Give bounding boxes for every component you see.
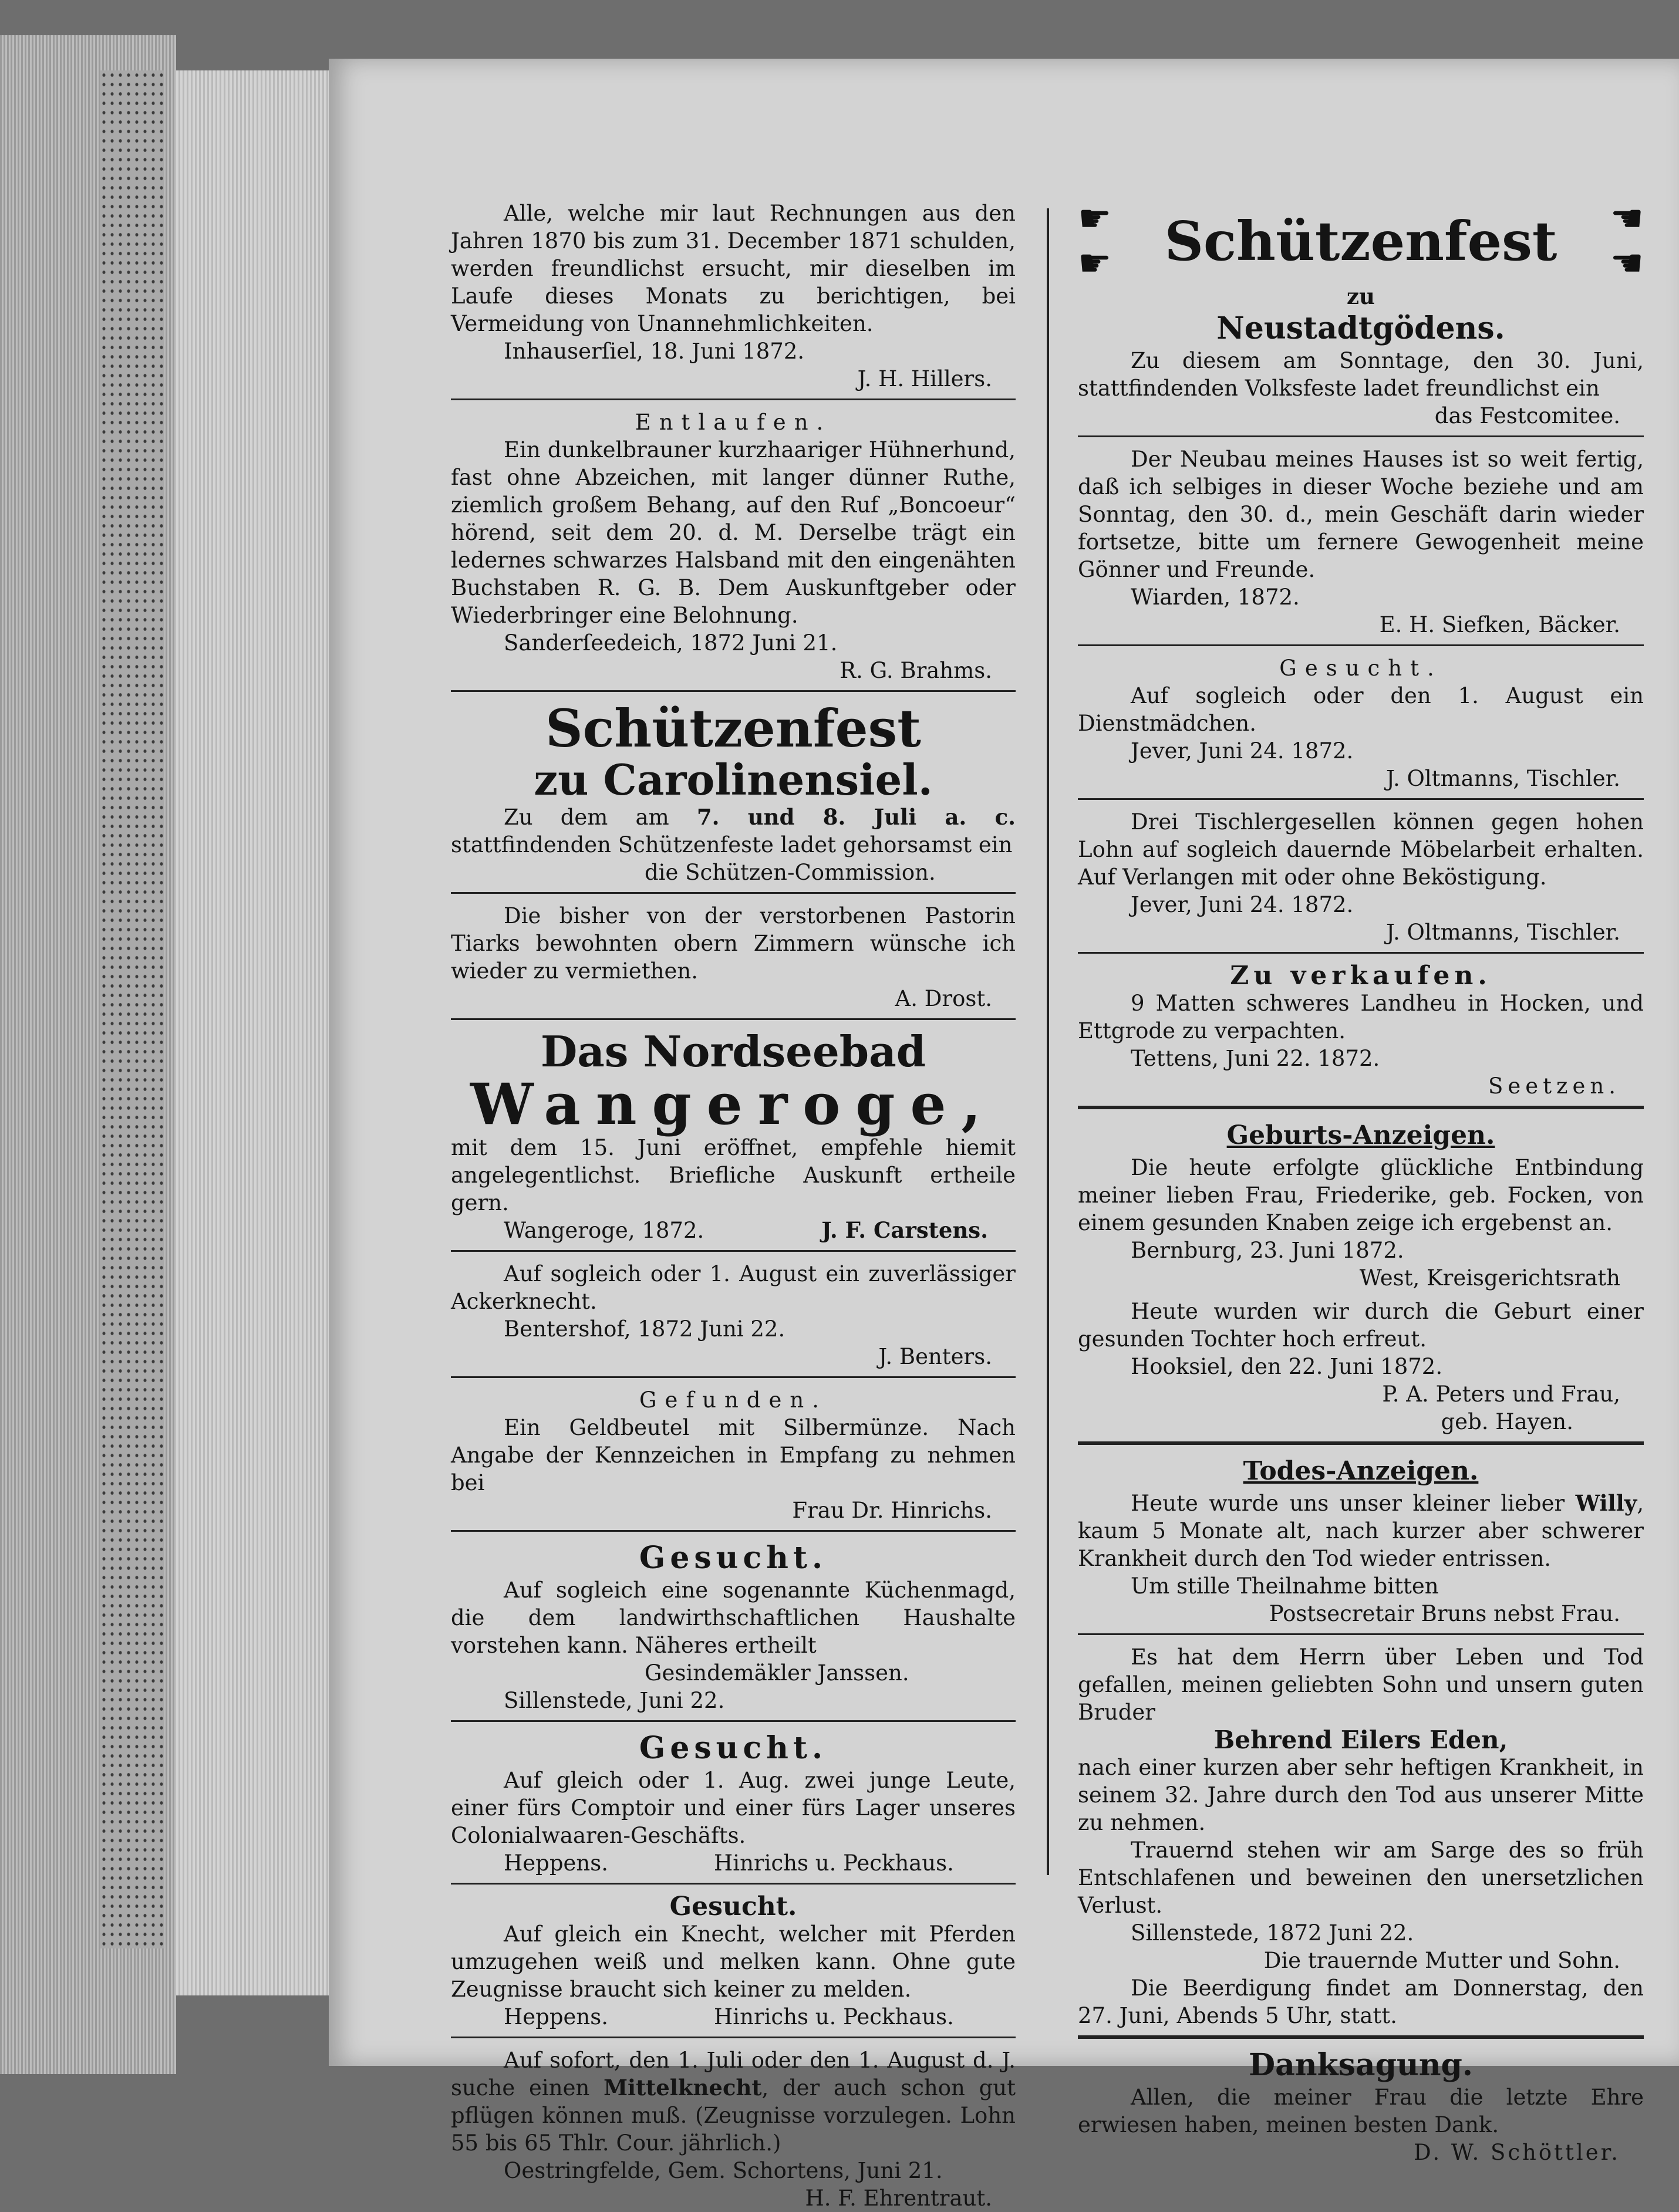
ad-signature: das Festcomitee. bbox=[1434, 403, 1620, 428]
divider bbox=[1078, 798, 1644, 800]
ad-text-part: stattfindenden Schützenfeste ladet gehorsamst ein bbox=[451, 832, 1013, 857]
ad-signature: Hinrichs u. Peckhaus. bbox=[714, 1850, 954, 1876]
ad-text: Die bisher von der verstorbenen Pastorin Tiarks bewohnten obern Zimmern wünsche ich wieder zu vermiethen. bbox=[451, 903, 1016, 984]
divider bbox=[451, 892, 1016, 894]
ad-date-bold: 7. und 8. Juli a. c. bbox=[696, 804, 1016, 830]
ad-place: Sanderſeedeich, 1872 Juni 21. bbox=[504, 630, 838, 656]
divider bbox=[451, 1720, 1016, 1722]
ad-signature: Frau Dr. Hinrichs. bbox=[792, 1498, 992, 1523]
ad-deceased-name: Behrend Eilers Eden, bbox=[1213, 1725, 1508, 1754]
ad-place: Sillenstede, Juni 22. bbox=[504, 1688, 725, 1713]
ad-place: Heppens. bbox=[504, 1850, 609, 1876]
right-column bbox=[1078, 197, 1644, 2166]
ad-place: Tettens, Juni 22. 1872. bbox=[1131, 1046, 1380, 1071]
left-column bbox=[451, 200, 1016, 2212]
divider bbox=[1078, 2035, 1644, 2039]
ad-text: Auf sogleich eine sogenannte Küchenmagd, die dem landwirthschaftlichen Haushalte vorstehen kann. Näheres ertheilt bbox=[451, 1578, 1016, 1658]
ad-siefken bbox=[1078, 445, 1644, 639]
page-stack-edges bbox=[176, 70, 335, 1995]
ad-text: Auf gleich ein Knecht, welcher mit Pferden umzugehen weiß und melken kann. Ohne gute Zeugnisse braucht sich keiner zu melden. bbox=[451, 1921, 1016, 2002]
ad-zu: zu bbox=[1347, 283, 1375, 309]
ad-nordseebad bbox=[451, 1028, 1016, 1244]
ad-text: Auf sogleich oder den 1. August ein Dienstmädchen. bbox=[1078, 683, 1644, 736]
ad-danksagung bbox=[1078, 2047, 1644, 2166]
ad-signature: Die trauernde Mutter und Sohn. bbox=[1263, 1948, 1620, 1973]
divider bbox=[451, 690, 1016, 692]
ad-zu-verkaufen bbox=[1078, 962, 1644, 1100]
ad-heading: Geburts-Anzeigen. bbox=[1226, 1120, 1495, 1150]
ad-place-title: Neustadtgödens. bbox=[1216, 310, 1505, 346]
ad-text: Trauernd stehen wir am Sarge des so früh Entschlafenen und beweinen den unersetzlichen Verlust. bbox=[1078, 1838, 1644, 1918]
ad-heading: Todes-Anzeigen. bbox=[1243, 1456, 1479, 1486]
ad-place: Jever, Juni 24. 1872. bbox=[1131, 738, 1354, 764]
ad-title: Schützenfest bbox=[545, 698, 921, 759]
ad-place: Wiarden, 1872. bbox=[1131, 585, 1300, 610]
ad-signature: Gesindemäkler Janssen. bbox=[645, 1660, 909, 1686]
divider bbox=[451, 1376, 1016, 1378]
ad-gesucht-leute bbox=[451, 1730, 1016, 1877]
ad-place: Hooksiel, den 22. Juni 1872. bbox=[1131, 1354, 1443, 1379]
divider bbox=[1078, 1106, 1644, 1109]
ad-signature: P. A. Peters und Frau, bbox=[1382, 1382, 1620, 1407]
ad-text: Es hat dem Herrn über Leben und Tod gefallen, meinen geliebten Sohn und unsern guten Bruder bbox=[1078, 1644, 1644, 1725]
ad-gefunden bbox=[451, 1386, 1016, 1524]
divider bbox=[1078, 952, 1644, 954]
ad-heading: Danksagung. bbox=[1248, 2047, 1474, 2083]
left-hands bbox=[1078, 197, 1112, 285]
divider bbox=[1078, 435, 1644, 437]
ad-gesucht-dienstmaedchen bbox=[1078, 654, 1644, 792]
ad-signature: J. H. Hillers. bbox=[857, 366, 992, 391]
ad-text-part: Heute wurde uns unser kleiner lieber bbox=[1131, 1491, 1576, 1516]
ad-place: Sillenstede, 1872 Juni 22. bbox=[1131, 1920, 1414, 1946]
ad-place: Bentershof, 1872 Juni 22. bbox=[504, 1316, 785, 1342]
divider bbox=[1078, 644, 1644, 646]
column-divider bbox=[1047, 208, 1049, 1875]
divider bbox=[451, 1883, 1016, 1885]
ad-heading: Gesucht. bbox=[639, 1730, 828, 1766]
ad-text bbox=[451, 2046, 1016, 2157]
ad-text: Auf sogleich oder 1. August ein zuverlässiger Ackerknecht. bbox=[451, 1261, 1016, 1314]
ad-signature: D. W. Schöttler. bbox=[1414, 2140, 1620, 2165]
ad-heading: Gefunden. bbox=[639, 1387, 827, 1413]
ad-place-and-sig bbox=[451, 1849, 1016, 1877]
ad-tischlergesellen bbox=[1078, 808, 1644, 946]
ad-text: 9 Matten schweres Landheu in Hocken, und Ettgrode zu verpachten. bbox=[1078, 991, 1644, 1043]
ad-text: Drei Tischlergesellen können gegen hohen Lohn auf sogleich dauernde Möbelarbeit erhalten. Auf Verlangen mit oder ohne Beköstigung. bbox=[1078, 809, 1644, 890]
ad-signature: J. Oltmanns, Tischler. bbox=[1386, 766, 1620, 791]
divider bbox=[451, 1530, 1016, 1532]
ad-drost bbox=[451, 902, 1016, 1012]
ad-text: Der Neubau meines Hauses ist so weit fertig, daß ich selbiges in dieser Woche beziehe und am Sonntag, den 30. d., mein Geschäft darin wieder fortsetze, bitte um fernere Gewogenheit meine Gönner und Freunde. bbox=[1078, 447, 1644, 582]
divider bbox=[1078, 1441, 1644, 1445]
ad-gesucht-knecht bbox=[451, 1893, 1016, 2031]
ad-heading: Entlaufen. bbox=[635, 410, 832, 435]
ad-text-part: Auf sofort, den 1. Juli oder den 1. August d. J. suche einen bbox=[451, 2048, 1016, 2100]
ad-place-and-sig bbox=[451, 1217, 1016, 1244]
ad-text-part: , kaum 5 Monate alt, nach kurzer aber schwerer Krankheit durch den Tod wieder entrissen. bbox=[1078, 1491, 1644, 1571]
ad-title: Das Nordseebad bbox=[540, 1026, 926, 1076]
ad-heading: Zu verkaufen. bbox=[1230, 961, 1492, 991]
ad-text-part: , der auch schon gut pflügen können muß. (Zeugnisse vorzulegen. Lohn 55 bis 65 Thlr. Cour. jährlich.) bbox=[451, 2075, 1016, 2156]
ad-signature: J. F. Carstens. bbox=[821, 1217, 988, 1243]
ad-title: Schützenfest bbox=[1164, 210, 1557, 273]
book-cover-speckle bbox=[100, 70, 164, 1948]
ad-signature: die Schützen-Commission. bbox=[645, 860, 936, 885]
divider bbox=[451, 2037, 1016, 2038]
divider bbox=[451, 399, 1016, 400]
ad-signature: J. Oltmanns, Tischler. bbox=[1386, 920, 1620, 945]
ad-signature: geb. Hayen. bbox=[1441, 1409, 1573, 1434]
divider bbox=[1078, 1633, 1644, 1635]
ad-todes-anzeigen bbox=[1078, 1453, 1644, 2029]
ad-place: Heppens. bbox=[504, 2004, 609, 2029]
ad-hillers bbox=[451, 200, 1016, 393]
ad-name-bold: Willy bbox=[1575, 1490, 1637, 1516]
ad-text: Die Beerdigung findet am Donnerstag, den 27. Juni, Abends 5 Uhr, statt. bbox=[1078, 1975, 1644, 2028]
ad-title-row bbox=[1078, 197, 1644, 285]
ad-text: nach einer kurzen aber sehr heftigen Krankheit, in seinem 32. Jahre durch den Tod aus unserer Mitte zu nehmen. bbox=[1078, 1755, 1644, 1835]
ad-schuetzenfest-carolinensiel bbox=[451, 700, 1016, 886]
ad-text: Zu diesem am Sonntage, den 30. Juni, stattfindenden Volksfeste ladet freundlichst ein bbox=[1078, 348, 1644, 401]
ad-text bbox=[451, 803, 1016, 859]
ad-gesucht-kuechenmagd bbox=[451, 1540, 1016, 1714]
ad-mittelknecht bbox=[451, 2046, 1016, 2212]
pointing-hand-right-icon: ☛ bbox=[1078, 197, 1112, 241]
ad-text: Auf gleich oder 1. Aug. zwei junge Leute, einer fürs Comptoir und einer fürs Lager unseres Colonialwaaren-Geschäfts. bbox=[451, 1768, 1016, 1848]
ad-signature: Hinrichs u. Peckhaus. bbox=[714, 2004, 954, 2029]
pointing-hand-right-icon: ☛ bbox=[1078, 242, 1112, 285]
divider bbox=[451, 1250, 1016, 1252]
ad-place-and-sig bbox=[451, 2003, 1016, 2031]
divider bbox=[451, 1018, 1016, 1020]
ad-keyword-bold: Mittelknecht bbox=[604, 2075, 762, 2100]
ad-place: Oestringfelde, Gem. Schortens, Juni 21. bbox=[504, 2158, 943, 2183]
ad-text: Alle, welche mir laut Rechnungen aus den Jahren 1870 bis zum 31. December 1871 schulden, werden freundlichst ersucht, mir dieselben im Laufe dieses Monats zu berichtigen, bei Vermeidung von Unannehmlichkeiten. bbox=[451, 201, 1016, 336]
ad-place: Wangeroge, 1872. bbox=[504, 1218, 704, 1243]
ad-text: Die heute erfolgte glückliche Entbindung meiner lieben Frau, Friederike, geb. Focken, von einem gesunden Knaben zeige ich ergebenst an. bbox=[1078, 1155, 1644, 1235]
ad-signature: West, Kreisgerichtsrath bbox=[1359, 1265, 1620, 1291]
pointing-hand-left-icon: ☚ bbox=[1610, 242, 1644, 285]
pointing-hand-left-icon: ☚ bbox=[1610, 197, 1644, 241]
ad-place: Inhauserſiel, 18. Juni 1872. bbox=[504, 339, 805, 364]
ad-signature: J. Benters. bbox=[878, 1344, 992, 1369]
ad-schuetzenfest-neustadtgoedens bbox=[1078, 197, 1644, 430]
ad-text: Heute wurden wir durch die Geburt einer gesunden Tochter hoch erfreut. bbox=[1078, 1299, 1644, 1352]
ad-signature: Seetzen. bbox=[1488, 1073, 1620, 1099]
ad-text-part: Zu dem am bbox=[504, 805, 697, 830]
ad-heading: Gesucht. bbox=[1279, 656, 1442, 681]
ad-text bbox=[1078, 1490, 1644, 1572]
ad-signature: E. H. Siefken, Bäcker. bbox=[1379, 612, 1620, 637]
ad-signature: R. G. Brahms. bbox=[840, 658, 992, 683]
ad-text: mit dem 15. Juni eröffnet, empfehle hiemit angelegentlichst. Briefliche Auskunft ertheile gern. bbox=[451, 1135, 1016, 1215]
ad-heading: Gesucht. bbox=[639, 1540, 828, 1576]
ad-signature: H. F. Ehrentraut. bbox=[805, 2186, 992, 2211]
ad-text: Ein Geldbeutel mit Silbermünze. Nach Angabe der Kennzeichen in Empfang zu nehmen bei bbox=[451, 1415, 1016, 1495]
ad-title-wangeroge: Wangeroge, bbox=[470, 1071, 996, 1137]
ad-signature: Postsecretair Bruns nebst Frau. bbox=[1269, 1601, 1620, 1626]
ad-signature: A. Drost. bbox=[895, 986, 992, 1011]
ad-text: Ein dunkelbrauner kurzhaariger Hühnerhund, fast ohne Abzeichen, mit langer dünner Ruthe, ziemlich großem Behang, auf den Ruf „Boncoeur“ hörend, seit dem 20. d. M. Derselbe trägt ein ledernes schwarzes Halsband mit den eingenähten Buchstaben R. G. B. Dem Auskunftgeber oder Wiederbringer eine Belohnung. bbox=[451, 437, 1016, 628]
ad-text: Allen, die meiner Frau die letzte Ehre erwiesen haben, meinen besten Dank. bbox=[1078, 2085, 1644, 2137]
ad-heading: Gesucht. bbox=[669, 1892, 797, 1921]
right-hands bbox=[1610, 197, 1644, 285]
ad-entlaufen bbox=[451, 408, 1016, 684]
ad-benters bbox=[451, 1260, 1016, 1370]
ad-geburts-anzeigen bbox=[1078, 1117, 1644, 1436]
ad-subtitle: zu Carolinensiel. bbox=[534, 755, 933, 805]
ad-text: Um stille Theilnahme bitten bbox=[1131, 1573, 1439, 1599]
ad-place: Jever, Juni 24. 1872. bbox=[1131, 892, 1354, 917]
ad-place: Bernburg, 23. Juni 1872. bbox=[1131, 1238, 1404, 1263]
